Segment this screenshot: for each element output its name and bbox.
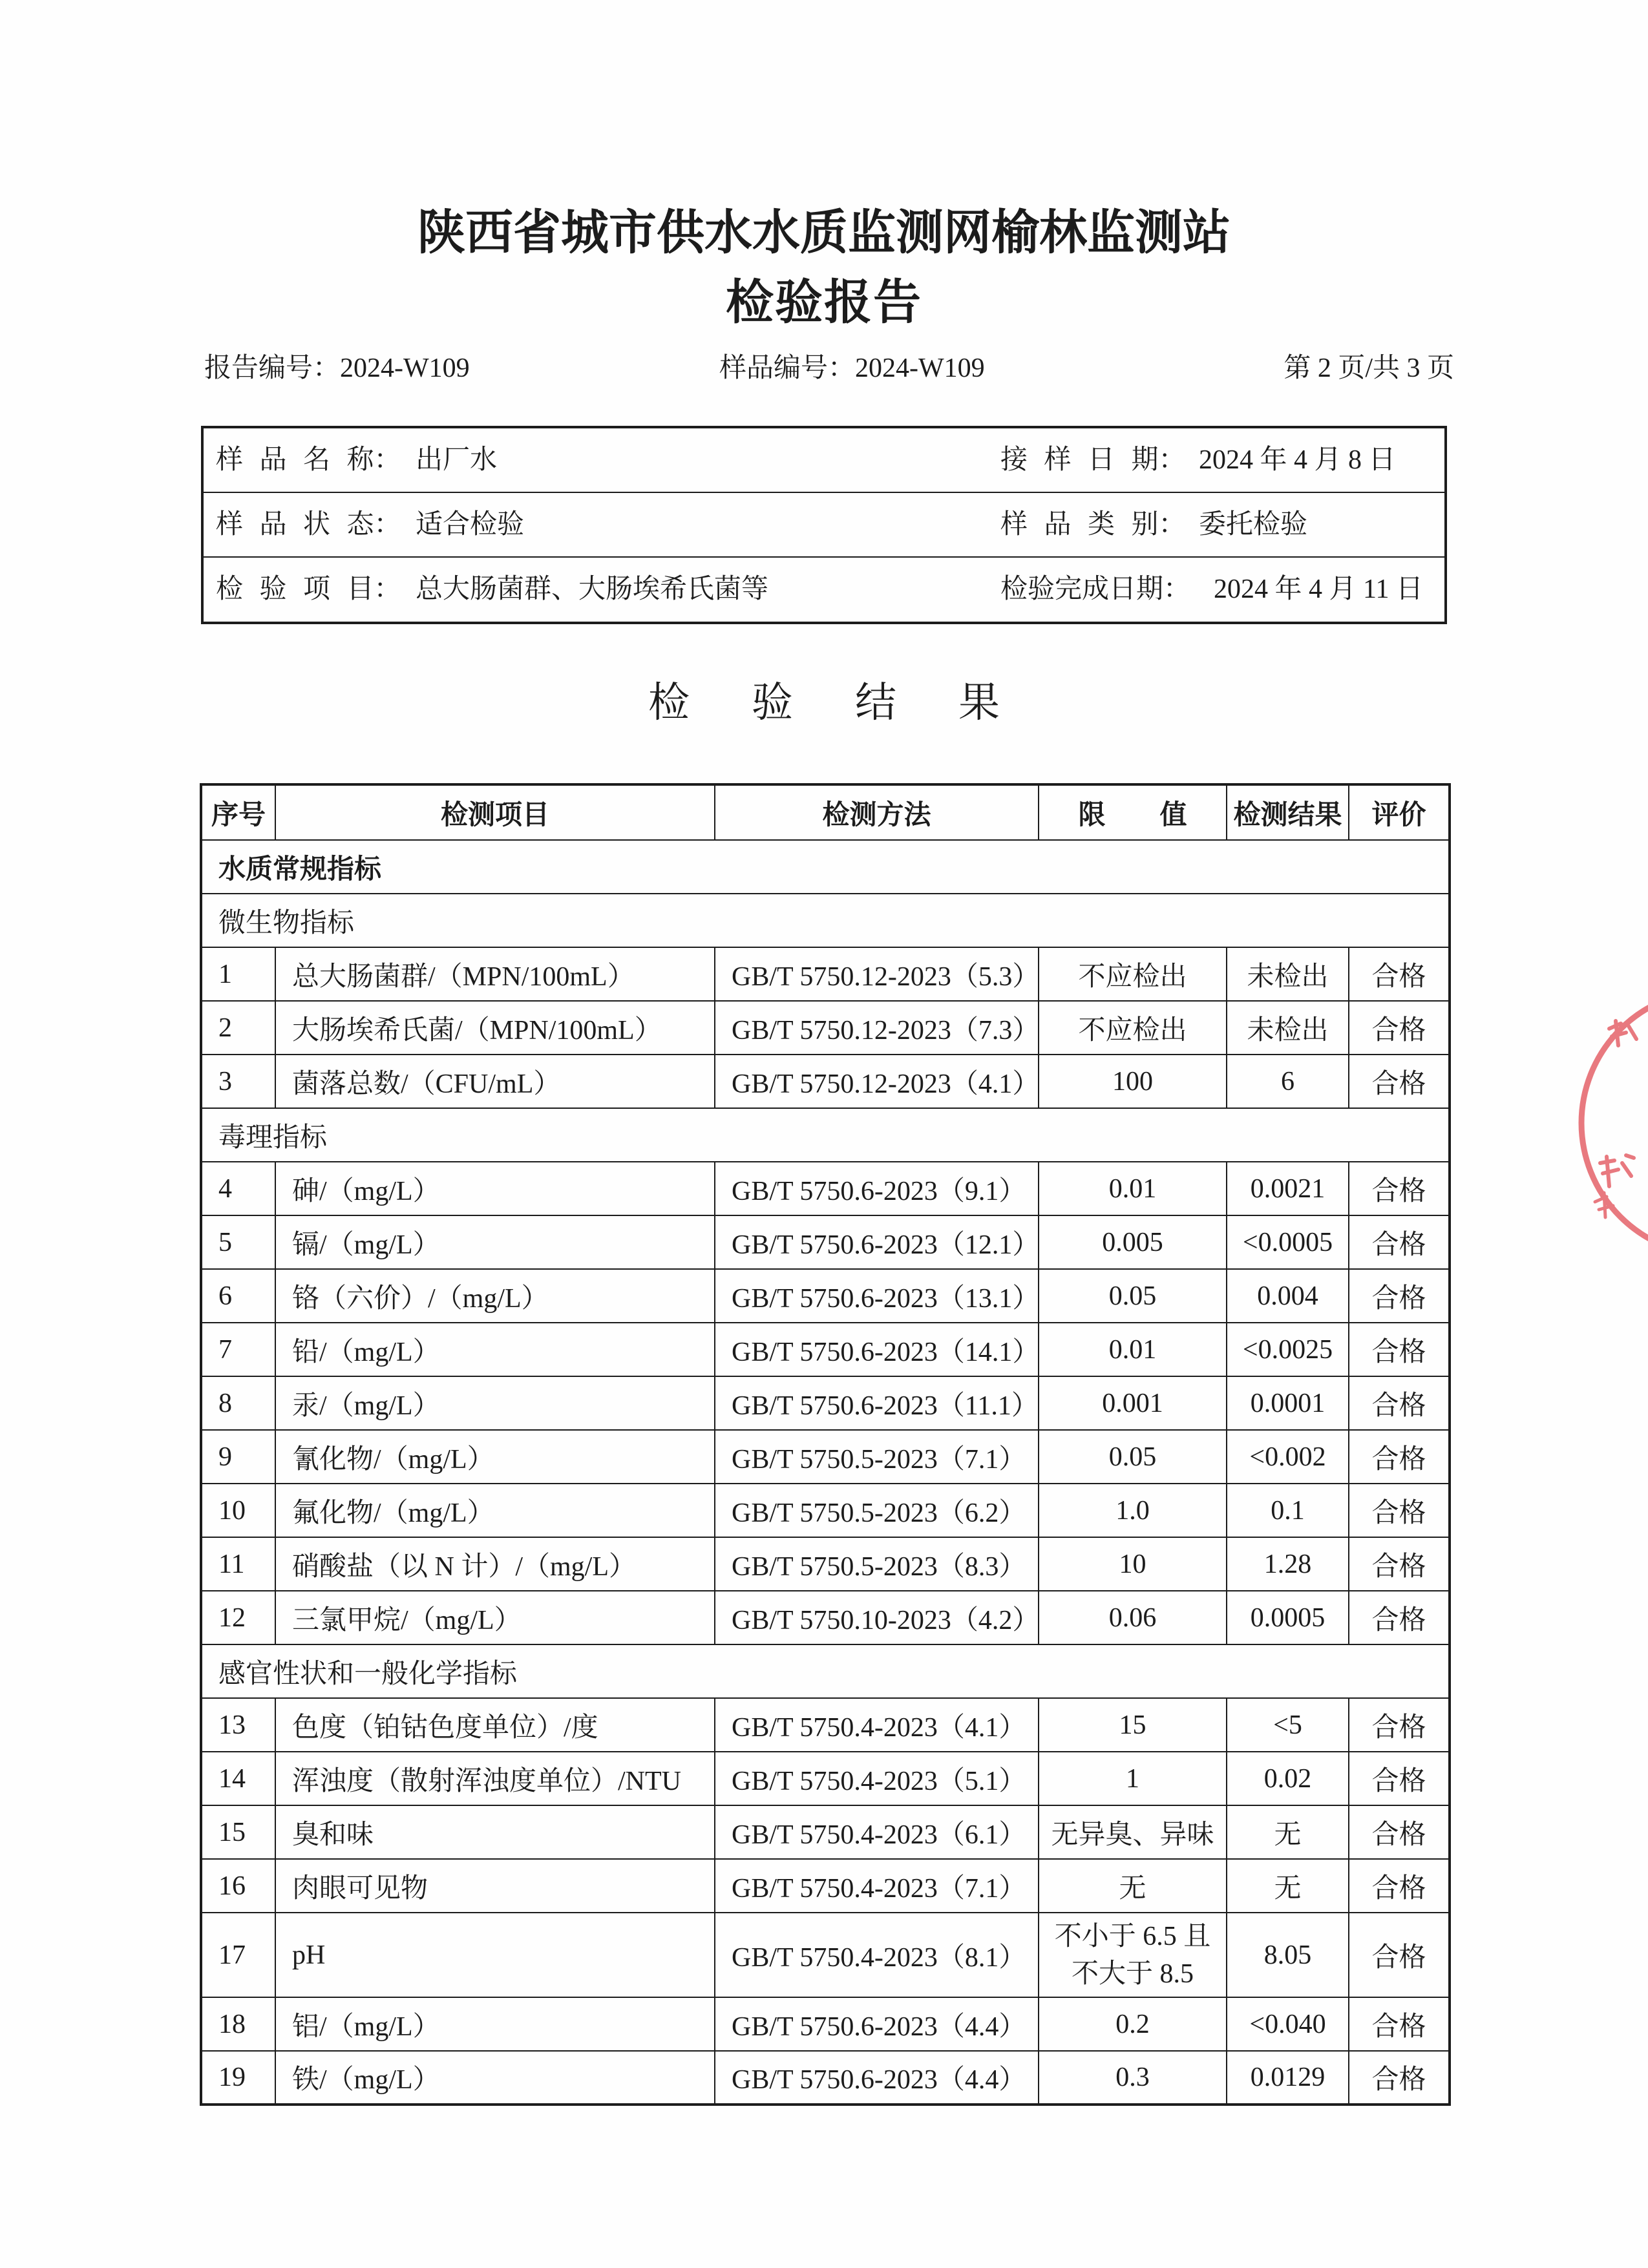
- test-method: GB/T 5750.5-2023（8.3）: [715, 1537, 1039, 1591]
- table-row: [201, 1698, 1450, 1752]
- test-item: 菌落总数/（CFU/mL）: [275, 1055, 715, 1108]
- evaluation: 合格: [1349, 1859, 1450, 1913]
- test-item: 砷/（mg/L）: [275, 1162, 715, 1215]
- test-result: 0.0001: [1227, 1376, 1349, 1430]
- test-result: 0.1: [1227, 1484, 1349, 1537]
- limit-value: 10: [1039, 1537, 1227, 1591]
- sample-info-row: [204, 493, 1444, 558]
- results-table: [200, 783, 1451, 2106]
- row-number: 4: [201, 1162, 275, 1215]
- row-number: 1: [201, 947, 275, 1001]
- category-label: 水质常规指标: [201, 840, 1450, 894]
- evaluation: 合格: [1349, 1913, 1450, 1997]
- table-row: [201, 1430, 1450, 1484]
- limit-line: 不大于 8.5: [1071, 1958, 1194, 1989]
- test-method: GB/T 5750.12-2023（7.3）: [715, 1001, 1039, 1055]
- row-number: 8: [201, 1376, 275, 1430]
- evaluation: 合格: [1349, 1698, 1450, 1752]
- table-row: [201, 1805, 1450, 1859]
- test-method: GB/T 5750.12-2023（5.3）: [715, 947, 1039, 1001]
- test-result: 未检出: [1227, 1001, 1349, 1055]
- limit-value: 0.05: [1039, 1269, 1227, 1323]
- limit-value: 无异臭、异味: [1039, 1805, 1227, 1859]
- limit-value: [1039, 1913, 1227, 1997]
- limit-value: 0.001: [1039, 1376, 1227, 1430]
- group-row: [201, 894, 1450, 947]
- station-title: 陕西省城市供水水质监测网榆林监测站: [417, 207, 1231, 260]
- test-method: GB/T 5750.5-2023（7.1）: [715, 1430, 1039, 1484]
- limit-value: 不应检出: [1039, 1001, 1227, 1055]
- row-number: 17: [201, 1913, 275, 1997]
- test-result: <0.0025: [1227, 1323, 1349, 1376]
- table-row: [201, 947, 1450, 1001]
- test-method: GB/T 5750.6-2023（4.4）: [715, 1997, 1039, 2051]
- test-item: 大肠埃希氏菌/（MPN/100mL）: [275, 1001, 715, 1055]
- test-result: <0.040: [1227, 1997, 1349, 2051]
- limit-value: 1: [1039, 1752, 1227, 1805]
- evaluation: 合格: [1349, 1537, 1450, 1591]
- test-item: 肉眼可见物: [275, 1859, 715, 1913]
- test-result: <0.0005: [1227, 1215, 1349, 1269]
- header-limit: 限 值: [1039, 784, 1227, 840]
- test-result: 8.05: [1227, 1913, 1349, 1997]
- table-row: [201, 1913, 1450, 1997]
- limit-value: 100: [1039, 1055, 1227, 1108]
- row-number: 13: [201, 1698, 275, 1752]
- sample-state-label: 样 品 状 态：: [216, 510, 401, 540]
- evaluation: 合格: [1349, 1376, 1450, 1430]
- limit-value: 15: [1039, 1698, 1227, 1752]
- table-row: [201, 1376, 1450, 1430]
- evaluation: 合格: [1349, 2051, 1450, 2105]
- test-method: GB/T 5750.6-2023（13.1）: [715, 1269, 1039, 1323]
- row-number: 10: [201, 1484, 275, 1537]
- evaluation: 合格: [1349, 1997, 1450, 2051]
- row-number: 11: [201, 1537, 275, 1591]
- evaluation: 合格: [1349, 1269, 1450, 1323]
- sample-info-row: [204, 558, 1444, 622]
- row-number: 6: [201, 1269, 275, 1323]
- limit-value: 0.2: [1039, 1997, 1227, 2051]
- evaluation: 合格: [1349, 1323, 1450, 1376]
- group-label: 毒理指标: [201, 1108, 1450, 1162]
- table-row: [201, 1323, 1450, 1376]
- test-method: GB/T 5750.4-2023（7.1）: [715, 1859, 1039, 1913]
- test-method: GB/T 5750.4-2023（5.1）: [715, 1752, 1039, 1805]
- test-method: GB/T 5750.6-2023（11.1）: [715, 1376, 1039, 1430]
- test-item: 氰化物/（mg/L）: [275, 1430, 715, 1484]
- sample-info-box: [201, 426, 1447, 624]
- table-row: [201, 1591, 1450, 1644]
- test-result: <0.002: [1227, 1430, 1349, 1484]
- header-method: 检测方法: [715, 784, 1039, 840]
- header-result: 检测结果: [1227, 784, 1349, 840]
- test-method: GB/T 5750.10-2023（4.2）: [715, 1591, 1039, 1644]
- results-table-body: [201, 840, 1450, 2105]
- header-no: 序号: [201, 784, 275, 840]
- test-method: GB/T 5750.6-2023（14.1）: [715, 1323, 1039, 1376]
- limit-value: 0.05: [1039, 1430, 1227, 1484]
- header-item: 检测项目: [275, 784, 715, 840]
- test-result: 0.0129: [1227, 2051, 1349, 2105]
- table-row: [201, 1162, 1450, 1215]
- sample-number: 样品编号：2024-W109: [719, 353, 985, 383]
- test-result: 无: [1227, 1805, 1349, 1859]
- table-row: [201, 1215, 1450, 1269]
- evaluation: 合格: [1349, 1430, 1450, 1484]
- test-item: 氟化物/（mg/L）: [275, 1484, 715, 1537]
- sample-name-label: 样 品 名 称：: [216, 445, 401, 475]
- receive-date-value: 2024 年 4 月 8 日: [1199, 445, 1396, 475]
- test-result: <5: [1227, 1698, 1349, 1752]
- row-number: 3: [201, 1055, 275, 1108]
- limit-line: 不小于 6.5 且: [1054, 1921, 1211, 1951]
- group-label: 感官性状和一般化学指标: [201, 1644, 1450, 1698]
- row-number: 14: [201, 1752, 275, 1805]
- evaluation: 合格: [1349, 1215, 1450, 1269]
- table-row: [201, 1859, 1450, 1913]
- limit-value: 0.01: [1039, 1162, 1227, 1215]
- table-row: [201, 1997, 1450, 2051]
- receive-date-label: 接 样 日 期：: [1000, 445, 1186, 475]
- test-items-value: 总大肠菌群、大肠埃希氏菌等: [416, 574, 769, 604]
- limit-value: 0.06: [1039, 1591, 1227, 1644]
- row-number: 15: [201, 1805, 275, 1859]
- row-number: 2: [201, 1001, 275, 1055]
- evaluation: 合格: [1349, 947, 1450, 1001]
- test-method: GB/T 5750.12-2023（4.1）: [715, 1055, 1039, 1108]
- test-result: 0.02: [1227, 1752, 1349, 1805]
- test-result: 未检出: [1227, 947, 1349, 1001]
- test-result: 6: [1227, 1055, 1349, 1108]
- test-item: 铁/（mg/L）: [275, 2051, 715, 2105]
- table-row: [201, 1537, 1450, 1591]
- sample-category-value: 委托检验: [1199, 510, 1308, 540]
- test-item: 铬（六价）/（mg/L）: [275, 1269, 715, 1323]
- completion-date-value: 2024 年 4 月 11 日: [1214, 574, 1423, 604]
- row-number: 5: [201, 1215, 275, 1269]
- row-number: 7: [201, 1323, 275, 1376]
- table-row: [201, 1752, 1450, 1805]
- test-item: 铅/（mg/L）: [275, 1323, 715, 1376]
- test-item: 硝酸盐（以 N 计）/（mg/L）: [275, 1537, 715, 1591]
- test-item: 镉/（mg/L）: [275, 1215, 715, 1269]
- evaluation: 合格: [1349, 1001, 1450, 1055]
- seal-stamp: [1564, 969, 1648, 1279]
- report-number: 报告编号：2024-W109: [204, 353, 470, 383]
- test-result: 0.0021: [1227, 1162, 1349, 1215]
- test-result: 0.004: [1227, 1269, 1349, 1323]
- row-number: 9: [201, 1430, 275, 1484]
- category-row: [201, 840, 1450, 894]
- evaluation: 合格: [1349, 1162, 1450, 1215]
- completion-date-label: 检验完成日期：: [1000, 574, 1191, 604]
- limit-value: 不应检出: [1039, 947, 1227, 1001]
- sample-name-value: 出厂水: [416, 445, 498, 475]
- sample-info-row: [204, 428, 1444, 493]
- table-row: [201, 1001, 1450, 1055]
- test-item: 三氯甲烷/（mg/L）: [275, 1591, 715, 1644]
- evaluation: 合格: [1349, 1805, 1450, 1859]
- sample-category-label: 样 品 类 别：: [1000, 510, 1186, 540]
- test-item: pH: [275, 1913, 715, 1997]
- test-result: 无: [1227, 1859, 1349, 1913]
- limit-value: 1.0: [1039, 1484, 1227, 1537]
- results-heading: 检 验 结 果: [648, 680, 1026, 726]
- table-row: [201, 1269, 1450, 1323]
- evaluation: 合格: [1349, 1055, 1450, 1108]
- test-method: GB/T 5750.6-2023（4.4）: [715, 2051, 1039, 2105]
- evaluation: 合格: [1349, 1484, 1450, 1537]
- evaluation: 合格: [1349, 1591, 1450, 1644]
- page-indicator: 第 2 页/共 3 页: [1284, 353, 1454, 383]
- row-number: 18: [201, 1997, 275, 2051]
- report-title: 检验报告: [726, 277, 922, 330]
- test-item: 铝/（mg/L）: [275, 1997, 715, 2051]
- row-number: 19: [201, 2051, 275, 2105]
- test-result: 1.28: [1227, 1537, 1349, 1591]
- group-label: 微生物指标: [201, 894, 1450, 947]
- test-method: GB/T 5750.6-2023（12.1）: [715, 1215, 1039, 1269]
- test-method: GB/T 5750.4-2023（6.1）: [715, 1805, 1039, 1859]
- row-number: 16: [201, 1859, 275, 1913]
- table-row: [201, 1484, 1450, 1537]
- test-items-label: 检 验 项 目：: [216, 574, 401, 604]
- limit-value: 无: [1039, 1859, 1227, 1913]
- test-result: 0.0005: [1227, 1591, 1349, 1644]
- header-evaluation: 评价: [1349, 784, 1450, 840]
- limit-value: 0.01: [1039, 1323, 1227, 1376]
- test-item: 色度（铂钴色度单位）/度: [275, 1698, 715, 1752]
- group-row: [201, 1108, 1450, 1162]
- test-item: 汞/（mg/L）: [275, 1376, 715, 1430]
- sample-state-value: 适合检验: [416, 510, 525, 540]
- evaluation: 合格: [1349, 1752, 1450, 1805]
- test-method: GB/T 5750.5-2023（6.2）: [715, 1484, 1039, 1537]
- limit-value: 0.005: [1039, 1215, 1227, 1269]
- test-item: 浑浊度（散射浑浊度单位）/NTU: [275, 1752, 715, 1805]
- table-row: [201, 1055, 1450, 1108]
- test-item: 臭和味: [275, 1805, 715, 1859]
- test-method: GB/T 5750.4-2023（4.1）: [715, 1698, 1039, 1752]
- table-header-row: [201, 784, 1450, 840]
- group-row: [201, 1644, 1450, 1698]
- row-number: 12: [201, 1591, 275, 1644]
- test-method: GB/T 5750.4-2023（8.1）: [715, 1913, 1039, 1997]
- table-row: [201, 2051, 1450, 2105]
- limit-value: 0.3: [1039, 2051, 1227, 2105]
- test-item: 总大肠菌群/（MPN/100mL）: [275, 947, 715, 1001]
- test-method: GB/T 5750.6-2023（9.1）: [715, 1162, 1039, 1215]
